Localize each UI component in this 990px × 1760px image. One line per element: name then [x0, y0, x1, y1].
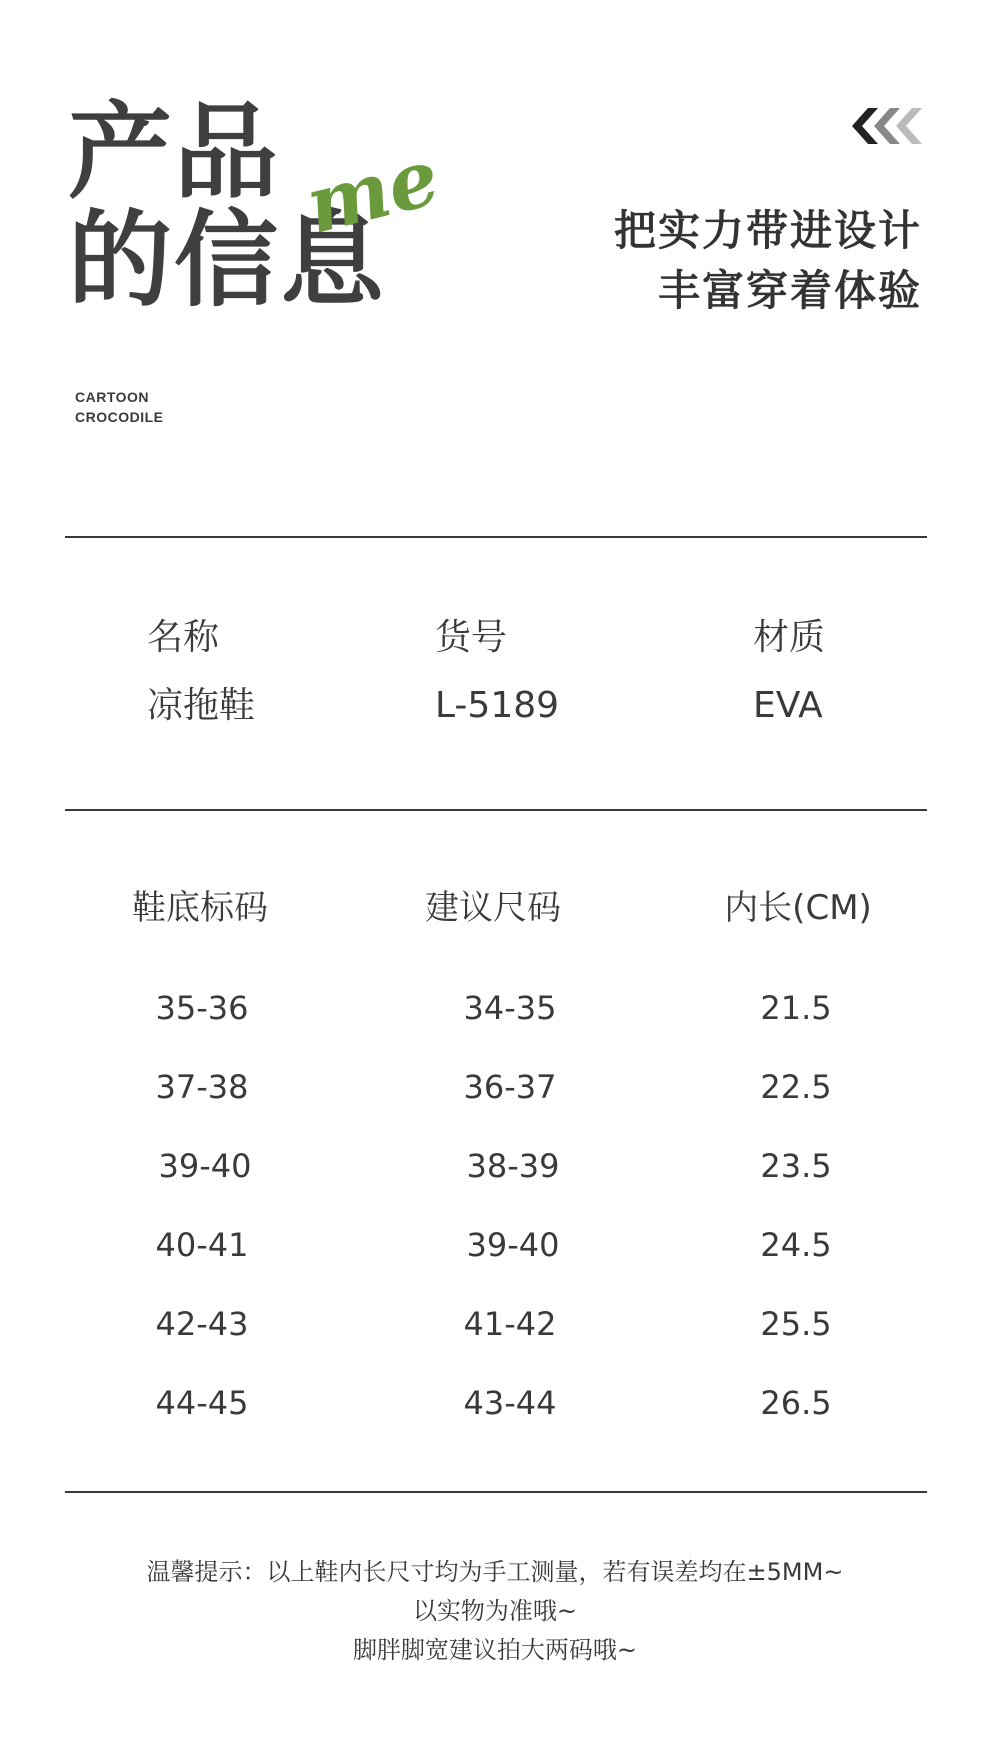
- table-header-suggested-size: 建议尺码: [425, 888, 561, 928]
- info-material: [753, 617, 990, 726]
- info-material-label: 材质: [753, 617, 826, 658]
- table-cell-inner-length: 22.5: [760, 1068, 832, 1106]
- table-cell-sole-size: 40-41: [155, 1226, 249, 1264]
- divider-top: [65, 536, 927, 538]
- chevron-left-icon: [850, 108, 924, 144]
- table-cell-suggested-size: 34-35: [463, 989, 557, 1027]
- divider-bottom: [65, 1491, 927, 1493]
- script-me-decoration: me: [297, 131, 448, 252]
- table-cell-inner-length: 25.5: [760, 1305, 832, 1343]
- info-sku: [435, 617, 695, 726]
- info-name: [147, 617, 407, 726]
- table-cell-suggested-size: 39-40: [466, 1226, 560, 1264]
- brand-name-line-1: CARTOON: [75, 389, 150, 405]
- table-cell-sole-size: 35-36: [155, 989, 249, 1027]
- table-cell-sole-size: 42-43: [155, 1305, 249, 1343]
- info-material-value: EVA: [753, 685, 823, 726]
- table-cell-inner-length: 21.5: [760, 989, 832, 1027]
- note-actual-product: 以实物为准哦~: [412, 1597, 578, 1625]
- table-cell-suggested-size: 43-44: [463, 1384, 557, 1422]
- table-header-sole-size: 鞋底标码: [132, 888, 268, 928]
- table-cell-suggested-size: 41-42: [463, 1305, 557, 1343]
- divider-middle: [65, 809, 927, 811]
- page-title-line-2: 的信息: [68, 199, 387, 321]
- info-sku-label: 货号: [435, 617, 508, 658]
- table-cell-inner-length: 26.5: [760, 1384, 832, 1422]
- table-cell-inner-length: 24.5: [760, 1226, 832, 1264]
- brand-name-line-2: CROCODILE: [75, 409, 164, 425]
- note-wide-feet: 脚胖脚宽建议拍大两码哦~: [352, 1636, 638, 1664]
- table-cell-inner-length: 23.5: [760, 1147, 832, 1185]
- note-measurement: 温馨提示：以上鞋内长尺寸均为手工测量，若有误差均在±5MM~: [146, 1558, 844, 1586]
- tagline-line-1: 把实力带进设计: [613, 206, 922, 255]
- table-cell-sole-size: 37-38: [155, 1068, 249, 1106]
- table-cell-suggested-size: 36-37: [463, 1068, 557, 1106]
- info-name-label: 名称: [147, 617, 220, 658]
- page-title-line-1: 产品: [68, 91, 281, 213]
- info-sku-value: L-5189: [435, 685, 560, 726]
- table-header-inner-length: 内长(CM): [724, 888, 872, 928]
- info-name-value: 凉拖鞋: [147, 685, 256, 726]
- table-cell-suggested-size: 38-39: [466, 1147, 560, 1185]
- table-cell-sole-size: 39-40: [158, 1147, 252, 1185]
- table-cell-sole-size: 44-45: [155, 1384, 249, 1422]
- tagline-line-2: 丰富穿着体验: [657, 266, 922, 315]
